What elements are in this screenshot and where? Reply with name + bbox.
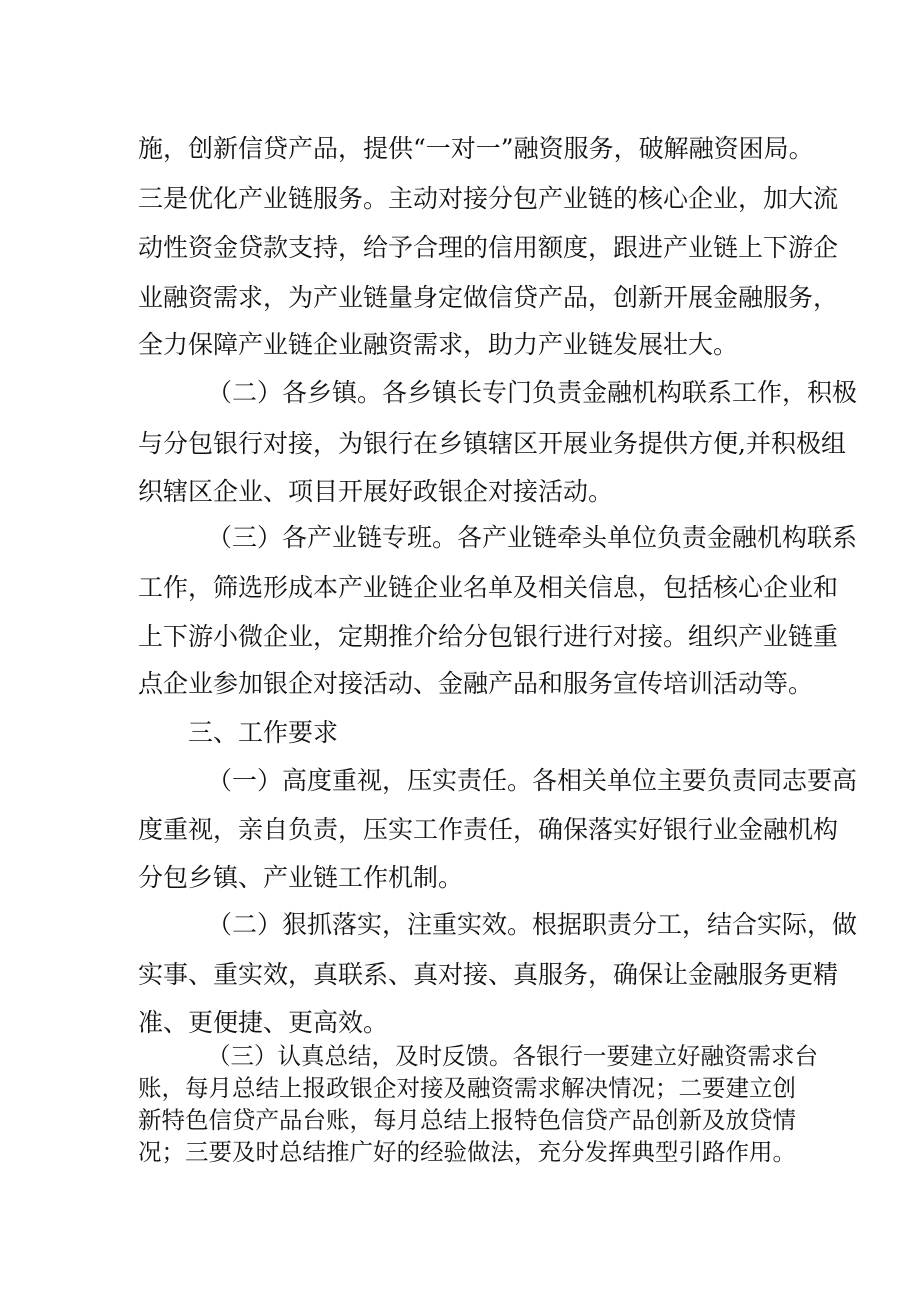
paragraph-line: （三）认真总结，及时反馈。各银行一要建立好融资需求台 xyxy=(207,1042,818,1070)
paragraph-line: 织辖区企业、项目开展好政银企对接活动。 xyxy=(138,477,614,506)
paragraph-line: 实事、重实效，真联系、真对接、真服务，确保让金融服务更精 xyxy=(138,960,839,989)
paragraph-line: 全力保障产业链企业融资需求，助力产业链发展壮大。 xyxy=(138,330,739,359)
paragraph-line: （二）狠抓落实，注重实效。根据职责分工，结合实际，做 xyxy=(207,910,858,939)
paragraph-line: （一）高度重视，压实责任。各相关单位主要负责同志要高 xyxy=(207,766,858,795)
paragraph-line: 账，每月总结上报政银企对接及融资需求解决情况；二要建立创 xyxy=(138,1074,796,1102)
section-heading: 三、工作要求 xyxy=(188,718,339,747)
paragraph-line: 分包乡镇、产业链工作机制。 xyxy=(138,863,464,892)
paragraph-line: （二）各乡镇。各乡镇长专门负责金融机构联系工作，积极 xyxy=(207,378,858,407)
paragraph-line: 施，创新信贷产品，提供“一对一”融资服务，破解融资困局。 xyxy=(138,134,814,163)
paragraph-line: 准、更便捷、更高效。 xyxy=(138,1008,389,1037)
paragraph-line: 工作，筛选形成本产业链企业名单及相关信息，包括核心企业和 xyxy=(138,573,839,602)
paragraph-line: （三）各产业链专班。各产业链牵头单位负责金融机构联系 xyxy=(207,523,858,552)
paragraph-line: 动性资金贷款支持，给予合理的信用额度，跟进产业链上下游企 xyxy=(138,233,839,262)
paragraph-line: 业融资需求，为产业链量身定做信贷产品，创新开展金融服务， xyxy=(138,283,839,312)
paragraph-line: 况；三要及时总结推广好的经验做法，充分发挥典型引路作用。 xyxy=(138,1138,796,1166)
paragraph-line: 三是优化产业链服务。主动对接分包产业链的核心企业，加大流 xyxy=(138,184,839,213)
paragraph-line: 度重视，亲自负责，压实工作责任，确保落实好银行业金融机构 xyxy=(138,815,839,844)
paragraph-line: 与分包银行对接，为银行在乡镇辖区开展业务提供方便,并积极组 xyxy=(138,429,846,458)
paragraph-line: 上下游小微企业，定期推介给分包银行进行对接。组织产业链重 xyxy=(138,622,839,651)
paragraph-line: 新特色信贷产品台账，每月总结上报特色信贷产品创新及放贷情 xyxy=(138,1106,796,1134)
paragraph-line: 点企业参加银企对接活动、金融产品和服务宣传培训活动等。 xyxy=(138,669,814,698)
